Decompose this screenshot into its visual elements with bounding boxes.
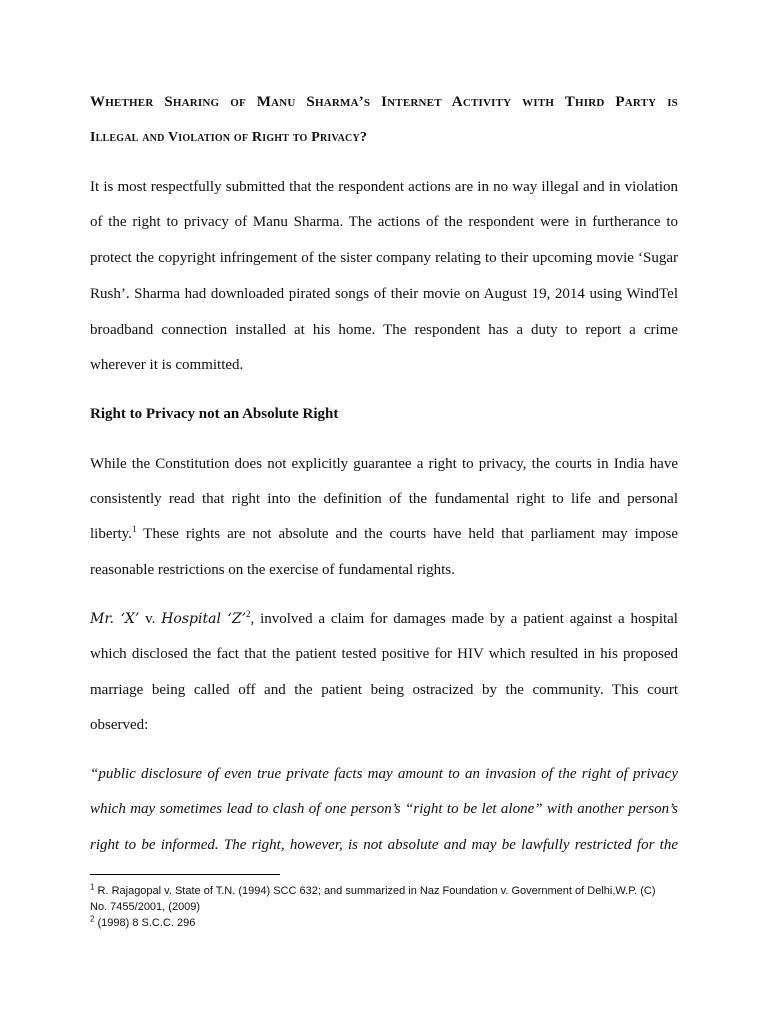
footnote-ref-1: 1: [131, 524, 137, 534]
footnote-2: [90, 915, 678, 931]
case-name-hospital: Hospital ‘Z’: [161, 611, 247, 627]
paragraph-1-line-2: of the right to privacy of Manu Sharma. The actions of the respondent were in furtherance to: [90, 214, 678, 230]
footnote-1-line-1: [90, 883, 678, 899]
paragraph-2-line-4: reasonable restrictions on the exercise of fundamental rights.: [90, 562, 455, 578]
footnote-ref-2: 2: [246, 609, 251, 619]
footnote-2-text: (1998) 8 S.C.C. 296: [94, 917, 196, 929]
quote-line-2: which may sometimes lead to clash of one person’s “right to be let alone” with another person’s: [90, 801, 678, 817]
section-heading-line-1: Whether Sharing of Manu Sharma’s Internet Activity with Third Party is: [90, 94, 678, 110]
paragraph-3-line-3: marriage being called off and the patient being ostracized by the community. This court: [90, 682, 678, 698]
footnote-1-text: R. Rajagopal v. State of T.N. (1994) SCC 632; and summarized in Naz Foundation v. Government of Delhi,W.P. (C): [94, 885, 656, 897]
section-heading-line-2: Illegal and Violation of Right to Privacy?: [90, 130, 368, 145]
paragraph-2-liberty: liberty.: [90, 526, 132, 542]
paragraph-2-line-2: consistently read that right into the definition of the fundamental right to life and personal: [90, 491, 678, 507]
paragraph-3-line-1-rest: , involved a claim for damages made by a patient against a hospital: [250, 611, 678, 627]
quote-line-1: “public disclosure of even true private facts may amount to an invasion of the right of privacy: [90, 766, 678, 782]
paragraph-2-line-3-rest: These rights are not absolute and the courts have held that parliament may impose: [136, 526, 678, 542]
paragraph-2-line-1: While the Constitution does not explicitly guarantee a right to privacy, the courts in India have: [90, 456, 678, 472]
footnote-1-line-2: No. 7455/2001, (2009): [90, 901, 201, 913]
paragraph-2-line-3: [90, 524, 678, 544]
footnote-separator: [90, 874, 280, 875]
case-name-x: Mr. ‘X’: [90, 611, 140, 627]
subheading: Right to Privacy not an Absolute Right: [90, 406, 339, 422]
paragraph-3-line-1: [90, 609, 678, 629]
paragraph-1-line-1: It is most respectfully submitted that the respondent actions are in no way illegal and in violation: [90, 179, 678, 195]
footnote-1-mark: 1: [90, 882, 95, 892]
paragraph-3-line-2: which disclosed the fact that the patient tested positive for HIV which resulted in his proposed: [90, 646, 678, 662]
paragraph-3-line-4: observed:: [90, 717, 149, 733]
versus-text: v.: [139, 611, 162, 627]
quote-line-3: right to be informed. The right, however, is not absolute and may be lawfully restricted for the: [90, 837, 678, 853]
paragraph-1-line-3: protect the copyright infringement of the sister company relating to their upcoming movie ‘Sugar: [90, 250, 678, 266]
paragraph-1-line-4: Rush’. Sharma had downloaded pirated songs of their movie on August 19, 2014 using WindTel: [90, 286, 678, 302]
paragraph-1-line-5: broadband connection installed at his home. The respondent has a duty to report a crime: [90, 322, 678, 338]
paragraph-1-line-6: wherever it is committed.: [90, 357, 244, 373]
footnote-2-mark: 2: [90, 914, 95, 924]
